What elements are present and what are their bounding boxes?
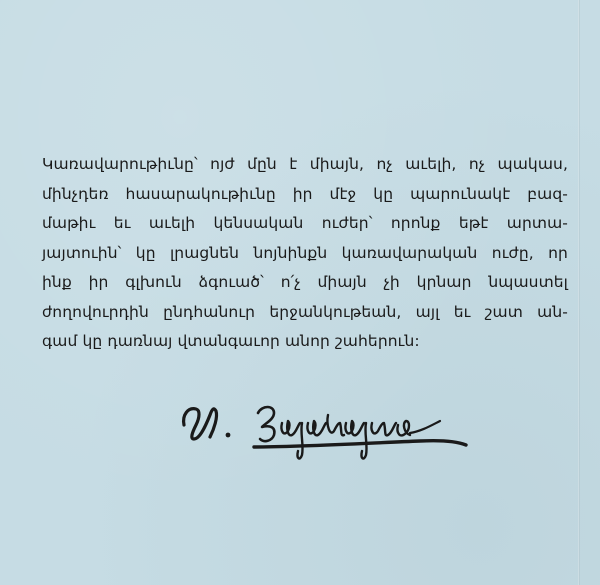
paper-fold-line	[578, 0, 580, 585]
quote-line: գամ կը դառնայ վտանգաւոր անոր շահերուն:	[42, 332, 420, 350]
quote-line: ինք իր գլխուն ձգուած՝ ո՛չ միայն չի կրնար նպաստել	[42, 273, 568, 291]
quote-line: մաթիւ եւ աւելի կենսական ուժեր՝ որոնք եթէ արտա-	[42, 214, 568, 232]
quote-line: Կառավարութիւնը՝ ոյժ մըն է միայն, ոչ աւելի, ոչ պակաս,	[42, 155, 568, 173]
quote-line: մինչդեռ հասարակութիւնը իր մէջ կը պարունակէ բազ-	[42, 184, 568, 203]
handwritten-signature	[170, 385, 480, 475]
signature-drawing	[170, 385, 480, 475]
quote-line: ժողովուրդին ընդհանուր երջանկութեան, այլ եւ շատ ան-	[42, 302, 568, 321]
quote-line: յայտուին՝ կը լրացնեն նոյնինքն կառավարական ուժը, որ	[42, 243, 568, 262]
quote-paragraph	[42, 150, 568, 357]
